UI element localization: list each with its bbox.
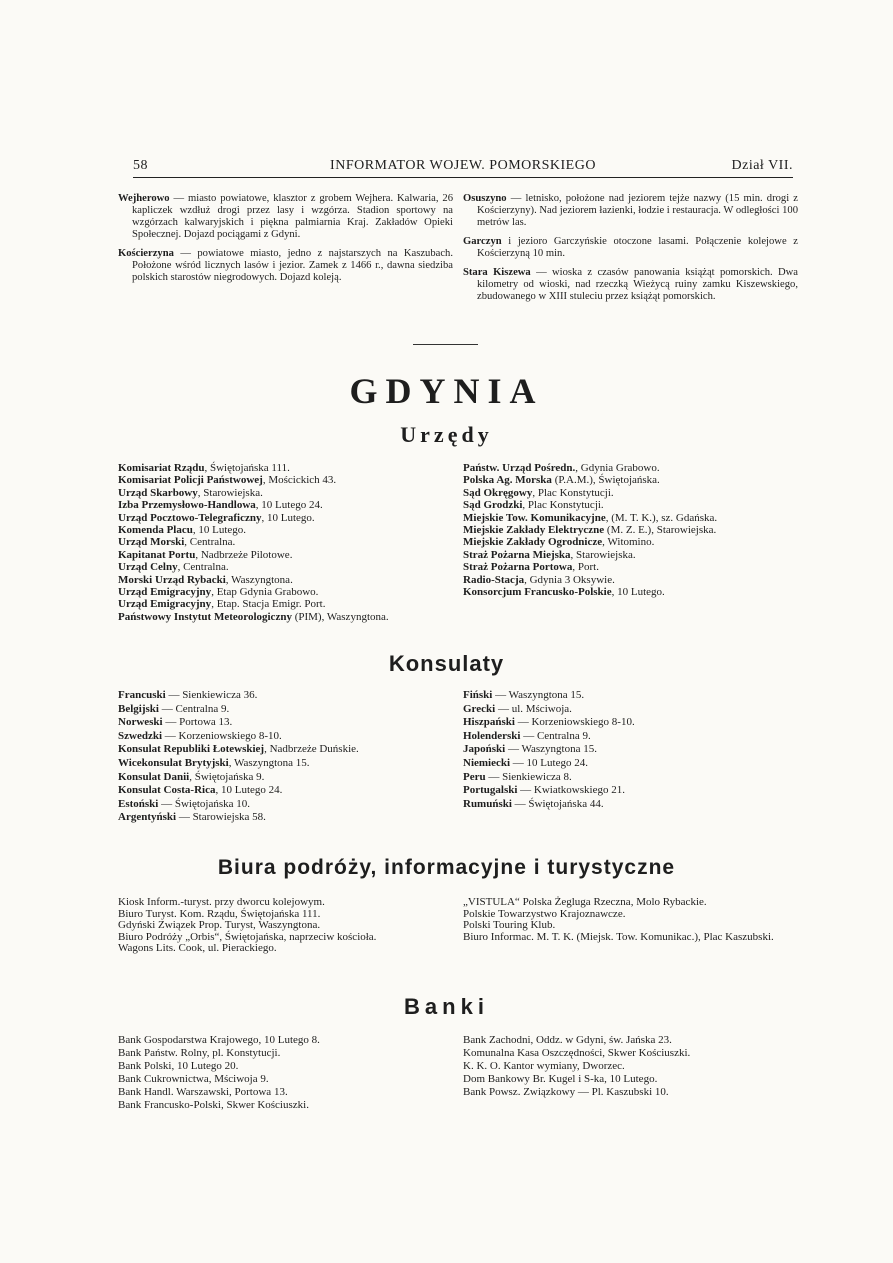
item-name: Belgijski <box>118 702 159 715</box>
list-item <box>118 798 453 812</box>
item-name: Portugalski <box>463 784 518 797</box>
list-item <box>118 689 453 703</box>
item-name: Argentyński <box>118 811 177 824</box>
section-title-banki: Banki <box>404 994 489 1019</box>
page-number: 58 <box>133 158 148 173</box>
entry-name: Kościerzyna <box>118 248 174 259</box>
item-address: , 10 Lutego 24. <box>215 784 283 797</box>
list-item: Wagons Lits. Cook, ul. Pierackiego. <box>118 942 277 954</box>
item-name: Radio-Stacja <box>463 573 525 586</box>
item-name: Konsulat Republiki Łotewskiej <box>118 743 265 756</box>
list-item <box>463 784 798 798</box>
item-address: , Etap Gdynia Grabowo. <box>211 586 319 599</box>
list-item <box>463 730 798 744</box>
item-address: , Centralna. <box>184 536 236 549</box>
list-item: Gdyński Związek Prop. Turyst, Waszyngtona. <box>118 919 321 931</box>
item-name: Komisariat Rządu <box>118 462 205 474</box>
item-address: — Waszyngtona 15. <box>492 689 585 701</box>
list-item: Biuro Turyst. Kom. Rządu, Świętojańska 111. <box>118 907 321 920</box>
item-name: Szwedzki <box>118 729 162 742</box>
list-item <box>463 524 798 536</box>
intro-entry <box>118 193 453 241</box>
list-item <box>118 757 453 771</box>
item-address: — Kwiatkowskiego 21. <box>517 784 625 797</box>
list-item <box>463 771 798 785</box>
list-item <box>463 462 798 474</box>
list-item <box>118 811 453 825</box>
intro-columns <box>118 193 798 310</box>
list-item <box>118 474 453 486</box>
list-item <box>118 512 453 524</box>
item-name: Konsulat Costa-Rica <box>118 784 216 797</box>
item-address: — Starowiejska 58. <box>176 811 266 824</box>
entry-name: Osuszyno <box>463 193 507 204</box>
item-name: Urząd Pocztowo-Telegraficzny <box>118 511 262 524</box>
list-item: Bank Zachodni, Oddz. w Gdyni, św. Jańska 23. <box>463 1034 672 1046</box>
item-address: — Centralna 9. <box>158 702 230 715</box>
item-name: Państwowy Instytut Meteorologiczny <box>118 610 292 623</box>
list-item <box>118 487 453 499</box>
item-address: — Świętojańska 44. <box>511 797 604 810</box>
running-head <box>133 158 793 178</box>
list-item <box>118 611 453 623</box>
item-address: , Waszyngtona 15. <box>228 756 310 769</box>
list-item <box>463 757 798 771</box>
entry-text: — letnisko, położone nad jeziorem tejże nazwy (15 min. drogi z Kościerzyny). Nad jeziorem łazienki, łodzie i restauracja. W odległości 100 metrów las. <box>477 193 798 228</box>
item-address: — Waszyngtona 15. <box>505 743 597 756</box>
banki-right-column <box>463 1034 798 1112</box>
item-name: Francuski <box>118 689 166 701</box>
item-address: , Świętojańska 111. <box>204 462 290 474</box>
list-item <box>118 743 453 757</box>
item-address: , Waszyngtona. <box>225 573 293 586</box>
list-item <box>463 512 798 524</box>
item-name: Estoński <box>118 797 159 810</box>
list-item <box>118 462 453 474</box>
banki-left-column <box>118 1034 453 1112</box>
list-item <box>118 536 453 548</box>
list-item: Biuro Podróży „Orbis“, Świętojańska, naprzeciw kościoła. <box>118 930 377 943</box>
list-item: Polskie Towarzystwo Krajoznawcze. <box>463 907 626 920</box>
list-item: Bank Cukrownictwa, Mściwoja 9. <box>118 1073 269 1085</box>
separator-rule <box>413 344 478 345</box>
list-item <box>463 549 798 561</box>
intro-entry <box>463 193 798 229</box>
item-name: Norweski <box>118 716 163 729</box>
list-item <box>463 689 798 703</box>
entry-text: — wioska z czasów panowania książąt pomorskich. Dwa kilometry od wioski, nad rzeczką Wieżycą ruiny zamku Kiszewskiego, zbudowanego w XIII stuleciu przez książąt pomorskich. <box>477 267 798 302</box>
item-address: — Sienkiewicza 36. <box>165 689 258 701</box>
item-name: Urząd Emigracyjny <box>118 598 212 611</box>
item-address: — 10 Lutego 24. <box>510 756 588 769</box>
section-title-urzedy: Urzędy <box>400 422 493 447</box>
list-item <box>118 784 453 798</box>
item-name: Straż Pożarna Portowa <box>463 561 573 574</box>
item-address: , 10 Lutego. <box>261 511 315 524</box>
list-item: Bank Państw. Rolny, pl. Konstytucji. <box>118 1047 281 1059</box>
list-item <box>118 499 453 511</box>
list-item <box>463 499 798 511</box>
konsulaty-right-column <box>463 689 798 825</box>
biura-columns <box>118 897 798 955</box>
item-name: Urząd Morski <box>118 536 185 549</box>
list-item: Bank Polski, 10 Lutego 20. <box>118 1060 239 1072</box>
item-name: Niemiecki <box>463 756 511 769</box>
list-item <box>463 798 798 812</box>
list-item <box>463 716 798 730</box>
item-name: Sąd Okręgowy <box>463 486 533 499</box>
item-address: , Witomino. <box>602 536 655 549</box>
item-address: (M. Z. E.), Starowiejska. <box>604 524 717 537</box>
item-address: — Portowa 13. <box>162 716 233 729</box>
list-item <box>463 487 798 499</box>
entry-text: — powiatowe miasto, jedno z najstarszych na Kaszubach. Położone wśród licznych lasów i jezior. Zamek z 1466 r., dawna siedziba polskich starostów niegrodowych. Dojazd koleją. <box>132 248 453 283</box>
entry-name: Garczyn <box>463 236 502 247</box>
intro-entry <box>463 267 798 303</box>
entry-text: i jezioro Garczyńskie otoczone lasami. Połączenie kolejowe z Kościerzyną 10 min. <box>477 236 798 259</box>
item-address: — Korzeniowskiego 8-10. <box>514 716 635 729</box>
item-address: , Starowiejska. <box>197 486 263 499</box>
biura-right-column <box>463 897 798 955</box>
entry-name: Stara Kiszewa <box>463 267 531 278</box>
item-address: , Plac Konstytucji. <box>532 486 614 499</box>
item-name: Grecki <box>463 702 496 715</box>
list-item: K. K. O. Kantor wymiany, Dworzec. <box>463 1060 625 1072</box>
entry-text: — miasto powiatowe, klasztor z grobem Wejhera. Kalwaria, 26 kapliczek wzdłuż drogi przez lasy i wzgórza. Stadion sportowy na wzgórzach kalwaryjskich i piękna palmiarnia Kraj. Zakładów Opieki Społecznej. Dojazd pociągami z Gdyni. <box>132 193 453 240</box>
item-name: Urząd Celny <box>118 561 178 574</box>
intro-entry <box>118 248 453 284</box>
item-address: — ul. Mściwoja. <box>495 702 572 715</box>
list-item <box>118 771 453 785</box>
list-item <box>463 743 798 757</box>
item-name: Peru <box>463 770 486 783</box>
item-address: , Gdynia Grabowo. <box>575 462 660 474</box>
item-name: Japoński <box>463 743 506 756</box>
list-item: Komunalna Kasa Oszczędności, Skwer Kościuszki. <box>463 1047 691 1059</box>
item-name: Państw. Urząd Pośredn. <box>463 462 576 474</box>
item-address: (P.A.M.), Świętojańska. <box>551 474 660 487</box>
item-name: Izba Przemysłowo-Handlowa <box>118 499 256 512</box>
item-name: Rumuński <box>463 797 512 810</box>
item-address: , Etap. Stacja Emigr. Port. <box>211 598 326 611</box>
item-name: Miejskie Zakłady Ogrodnicze <box>463 536 603 549</box>
list-item <box>463 586 798 598</box>
item-address: , Nadbrzeże Pilotowe. <box>195 548 293 561</box>
urzedy-left-column <box>118 462 453 623</box>
item-address: , Plac Konstytucji. <box>522 499 604 512</box>
item-address: , Port. <box>572 561 599 574</box>
item-name: Konsorcjum Francusko-Polskie <box>463 586 612 599</box>
item-address: (PIM), Waszyngtona. <box>291 610 389 623</box>
intro-left-column <box>118 193 453 310</box>
list-item: Biuro Informac. M. T. K. (Miejsk. Tow. Komunikac.), Plac Kaszubski. <box>463 930 774 943</box>
item-name: Komenda Placu <box>118 524 193 537</box>
list-item: Polski Touring Klub. <box>463 919 556 931</box>
publication-title: INFORMATOR WOJEW. POMORSKIEGO <box>330 158 596 173</box>
list-item <box>118 561 453 573</box>
item-name: Polska Ag. Morska <box>463 474 552 487</box>
intro-right-column <box>463 193 798 310</box>
item-name: Holenderski <box>463 729 521 742</box>
list-item <box>118 730 453 744</box>
item-name: Miejskie Tow. Komunikacyjne <box>463 511 606 524</box>
list-item: Bank Gospodarstwa Krajowego, 10 Lutego 8. <box>118 1034 320 1046</box>
list-item <box>118 574 453 586</box>
item-name: Straż Pożarna Miejska <box>463 548 571 561</box>
item-address: , Centralna. <box>177 561 229 574</box>
item-address: , 10 Lutego 24. <box>255 499 323 512</box>
item-name: Konsulat Danii <box>118 770 190 783</box>
konsulaty-left-column <box>118 689 453 825</box>
list-item <box>463 561 798 573</box>
list-item <box>463 574 798 586</box>
list-item <box>463 536 798 548</box>
banki-columns <box>118 1034 798 1112</box>
biura-left-column <box>118 897 453 955</box>
city-title: GDYNIA <box>349 371 544 411</box>
list-item <box>118 524 453 536</box>
item-address: , Nadbrzeże Duńskie. <box>264 743 359 756</box>
item-address: , (M. T. K.), sz. Gdańska. <box>605 511 718 524</box>
urzedy-columns <box>118 462 798 623</box>
item-name: Miejskie Zakłady Elektryczne <box>463 524 605 537</box>
list-item <box>118 716 453 730</box>
item-address: , Starowiejska. <box>570 548 636 561</box>
section-title-biura: Biura podróży, informacyjne i turystyczne <box>217 856 676 879</box>
item-address: — Centralna 9. <box>520 729 591 742</box>
item-address: — Sienkiewicza 8. <box>485 770 572 783</box>
list-item: Bank Powsz. Związkowy — Pl. Kaszubski 10. <box>463 1086 669 1098</box>
item-name: Urząd Emigracyjny <box>118 586 212 599</box>
item-address: , Mościckich 43. <box>262 474 337 487</box>
list-item: Bank Handl. Warszawski, Portowa 13. <box>118 1086 288 1098</box>
item-address: , 10 Lutego. <box>611 586 665 599</box>
list-item: Dom Bankowy Br. Kugel i S-ka, 10 Lutego. <box>463 1073 658 1085</box>
list-item <box>463 703 798 717</box>
item-name: Fiński <box>463 689 493 701</box>
item-name: Kapitanat Portu <box>118 548 196 561</box>
konsulaty-columns <box>118 689 798 825</box>
list-item <box>118 549 453 561</box>
item-name: Sąd Grodzki <box>463 499 523 512</box>
item-address: , Gdynia 3 Oksywie. <box>524 573 615 586</box>
list-item: Bank Francusko-Polski, Skwer Kościuszki. <box>118 1099 309 1111</box>
item-address: — Korzeniowskiego 8-10. <box>162 729 282 742</box>
item-name: Hiszpański <box>463 716 515 729</box>
item-name: Komisariat Policji Państwowej <box>118 474 263 487</box>
entry-name: Wejherowo <box>118 193 170 204</box>
item-name: Morski Urząd Rybacki <box>118 573 226 586</box>
item-address: , 10 Lutego. <box>192 524 247 537</box>
list-item <box>118 703 453 717</box>
section-label: Dział VII. <box>731 158 793 173</box>
list-item: „VISTULA“ Polska Żegluga Rzeczna, Molo Rybackie. <box>463 896 707 908</box>
item-address: — Świętojańska 10. <box>158 797 251 810</box>
list-item <box>118 598 453 610</box>
item-name: Wicekonsulat Brytyjski <box>118 756 229 769</box>
item-address: , Świętojańska 9. <box>189 770 265 783</box>
list-item: Kiosk Inform.-turyst. przy dworcu kolejowym. <box>118 896 325 908</box>
list-item <box>118 586 453 598</box>
intro-entry <box>463 236 798 260</box>
urzedy-right-column <box>463 462 798 623</box>
section-title-konsulaty: Konsulaty <box>388 651 505 676</box>
item-name: Urząd Skarbowy <box>118 486 198 499</box>
list-item <box>463 474 798 486</box>
